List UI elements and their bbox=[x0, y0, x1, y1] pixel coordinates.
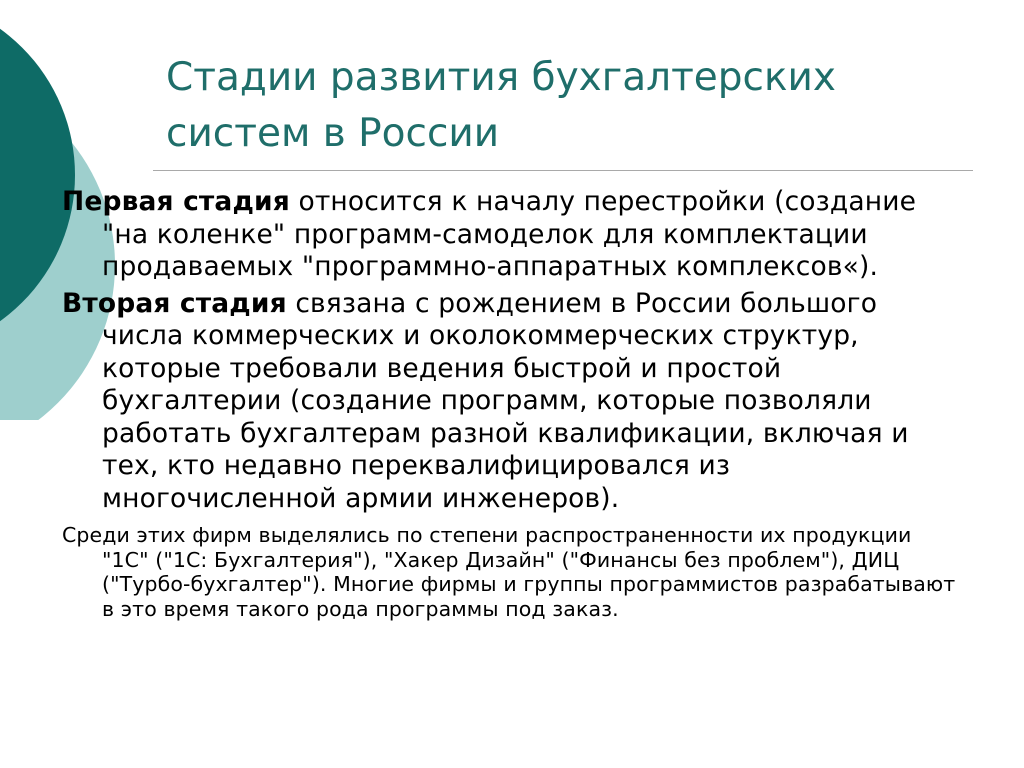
second-stage-lead: Вторая стадия bbox=[62, 287, 287, 319]
second-stage-text: связана с рождением в России большого числа коммерческих и околокоммерческих структур, которые требовали ведения быстрой и простой бухгалтерии (создание программ, которые позволяли работать бухгалтерам разной квалификации, включая и тех, кто недавно переквалифицировался из многочисленной армии инженеров). bbox=[102, 287, 909, 514]
first-stage-text: относится к началу перестройки (создание "на коленке" программ-самоделок для комплектации продаваемых "программно-аппаратных комплексов«). bbox=[102, 186, 917, 282]
paragraph-first-stage bbox=[62, 186, 962, 284]
slide-body bbox=[62, 186, 962, 621]
firms-text: Среди этих фирм выделялись по степени распространенности их продукции "1С" ("1С: Бухгалтерия"), "Хакер Дизайн" ("Финансы без проблем"), ДИЦ ("Турбо-бухгалтер"). Многие фирмы и группы программистов разрабатывают в это время такого рода программы под заказ. bbox=[62, 523, 956, 621]
paragraph-firms bbox=[62, 523, 962, 621]
first-stage-lead: Первая стадия bbox=[62, 186, 290, 217]
title-divider bbox=[153, 170, 973, 171]
slide-title: Стадии развития бухгалтерских систем в России bbox=[166, 55, 836, 156]
paragraph-second-stage bbox=[62, 288, 962, 516]
